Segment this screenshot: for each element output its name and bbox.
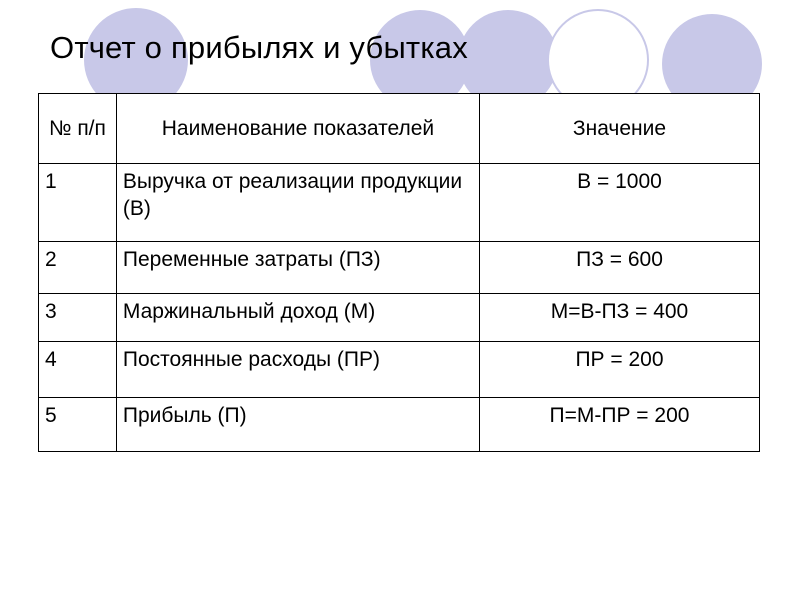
table-row <box>39 398 760 452</box>
row-value: П=М-ПР = 200 <box>480 398 760 452</box>
row-name: Переменные затраты (ПЗ) <box>116 242 479 294</box>
row-number: 2 <box>39 242 117 294</box>
row-value: В = 1000 <box>480 164 760 242</box>
row-name: Выручка от реализации продукции (В) <box>116 164 479 242</box>
header-number: № п/п <box>39 94 117 164</box>
row-number: 3 <box>39 294 117 342</box>
row-number: 5 <box>39 398 117 452</box>
table-header-row <box>39 94 760 164</box>
row-name: Постоянные расходы (ПР) <box>116 342 479 398</box>
slide-title: Отчет о прибылях и убытках <box>50 30 468 65</box>
table-row <box>39 164 760 242</box>
table-row <box>39 342 760 398</box>
row-value: ПР = 200 <box>480 342 760 398</box>
row-value: ПЗ = 600 <box>480 242 760 294</box>
table-row <box>39 242 760 294</box>
header-name: Наименование показателей <box>116 94 479 164</box>
profit-loss-table <box>38 93 760 452</box>
row-name: Прибыль (П) <box>116 398 479 452</box>
header-value: Значение <box>480 94 760 164</box>
row-name: Маржинальный доход (М) <box>116 294 479 342</box>
table-row <box>39 294 760 342</box>
row-number: 1 <box>39 164 117 242</box>
row-number: 4 <box>39 342 117 398</box>
row-value: М=В-ПЗ = 400 <box>480 294 760 342</box>
